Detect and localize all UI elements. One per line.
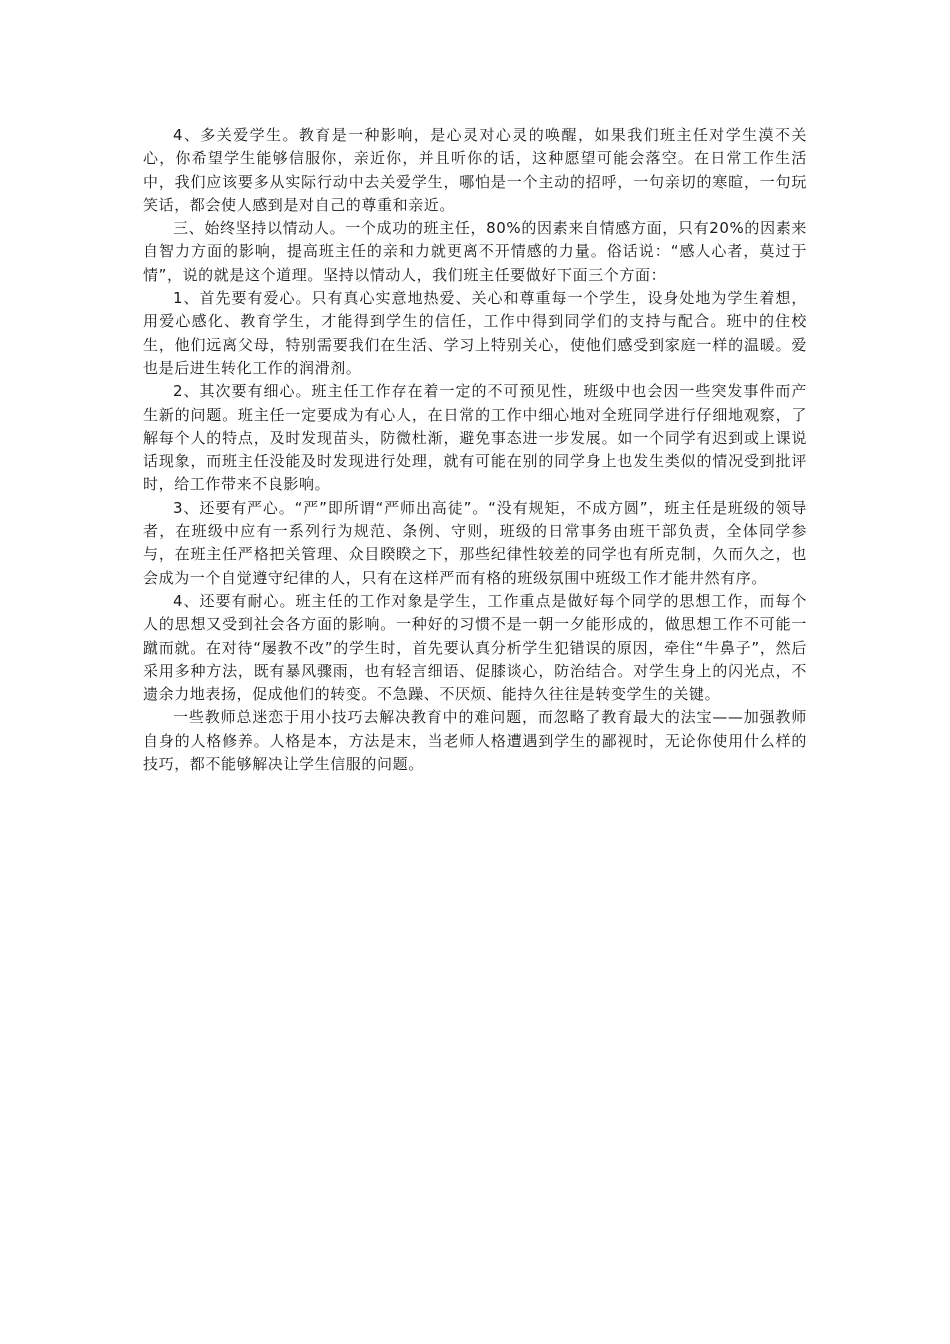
paragraph-patience: 4、还要有耐心。班主任的工作对象是学生，工作重点是做好每个同学的思想工作，而每个人的思想又受到社会各方面的影响。一种好的习惯不是一朝一夕能形成的，做思想工作不可能一蹴而就。在对待“屡教不改”的学生时，首先要认真分析学生犯错误的原因，牵住“牛鼻子”，然后采用多种方法，既有暴风骤雨，也有轻言细语、促膝谈心，防治结合。对学生身上的闪光点，不遗余力地表扬，促成他们的转变。不急躁、不厌烦、能持久往往是转变学生的关键。 bbox=[143, 591, 807, 704]
paragraph-move-with-emotion: 三、始终坚持以情动人。一个成功的班主任，80%的因素来自情感方面，只有20%的因素来自智力方面的影响，提高班主任的亲和力就更离不开情感的力量。俗话说：“感人心者，莫过于情”，说的就是这个道理。坚持以情动人，我们班主任要做好下面三个方面： bbox=[143, 219, 807, 284]
paragraph-love: 1、首先要有爱心。只有真心实意地热爱、关心和尊重每一个学生，设身处地为学生着想，用爱心感化、教育学生，才能得到学生的信任，工作中得到同学们的支持与配合。班中的住校生，他们远离父母，特别需要我们在生活、学习上特别关心，使他们感受到家庭一样的温暖。爱也是后进生转化工作的润滑剂。 bbox=[143, 289, 807, 377]
paragraph-attentiveness: 2、其次要有细心。班主任工作存在着一定的不可预见性，班级中也会因一些突发事件而产生新的问题。班主任一定要成为有心人，在日常的工作中细心地对全班同学进行仔细地观察，了解每个人的特点，及时发现苗头，防微杜渐，避免事态进一步发展。如一个同学有迟到或上课说话现象，而班主任没能及时发现进行处理，就有可能在别的同学身上也发生类似的情况受到批评时，给工作带来不良影响。 bbox=[143, 382, 807, 494]
paragraph-strictness: 3、还要有严心。“严”即所谓“严师出高徒”。“没有规矩，不成方圆”，班主任是班级的领导者，在班级中应有一系列行为规范、条例、守则，班级的日常事务由班干部负责，全体同学参与，在班主任严格把关管理、众目睽睽之下，那些纪律性较差的同学也有所克制，久而久之，也会成为一个自觉遵守纪律的人，只有在这样严而有格的班级氛围中班级工作才能井然有序。 bbox=[143, 498, 807, 587]
paragraph-care-for-students: 4、多关爱学生。教育是一种影响，是心灵对心灵的唤醒，如果我们班主任对学生漠不关心，你希望学生能够信服你，亲近你，并且听你的话，这种愿望可能会落空。在日常工作生活中，我们应该要多从实际行动中去关爱学生，哪怕是一个主动的招呼，一句亲切的寒暄，一句玩笑话，都会使人感到是对自己的尊重和亲近。 bbox=[143, 126, 807, 214]
document-body bbox=[143, 124, 807, 776]
paragraph-personality-cultivation: 一些教师总迷恋于用小技巧去解决教育中的难问题，而忽略了教育最大的法宝——加强教师自身的人格修养。人格是本，方法是末，当老师人格遭遇到学生的鄙视时，无论你使用什么样的技巧，都不能够解决让学生信服的问题。 bbox=[143, 708, 807, 774]
